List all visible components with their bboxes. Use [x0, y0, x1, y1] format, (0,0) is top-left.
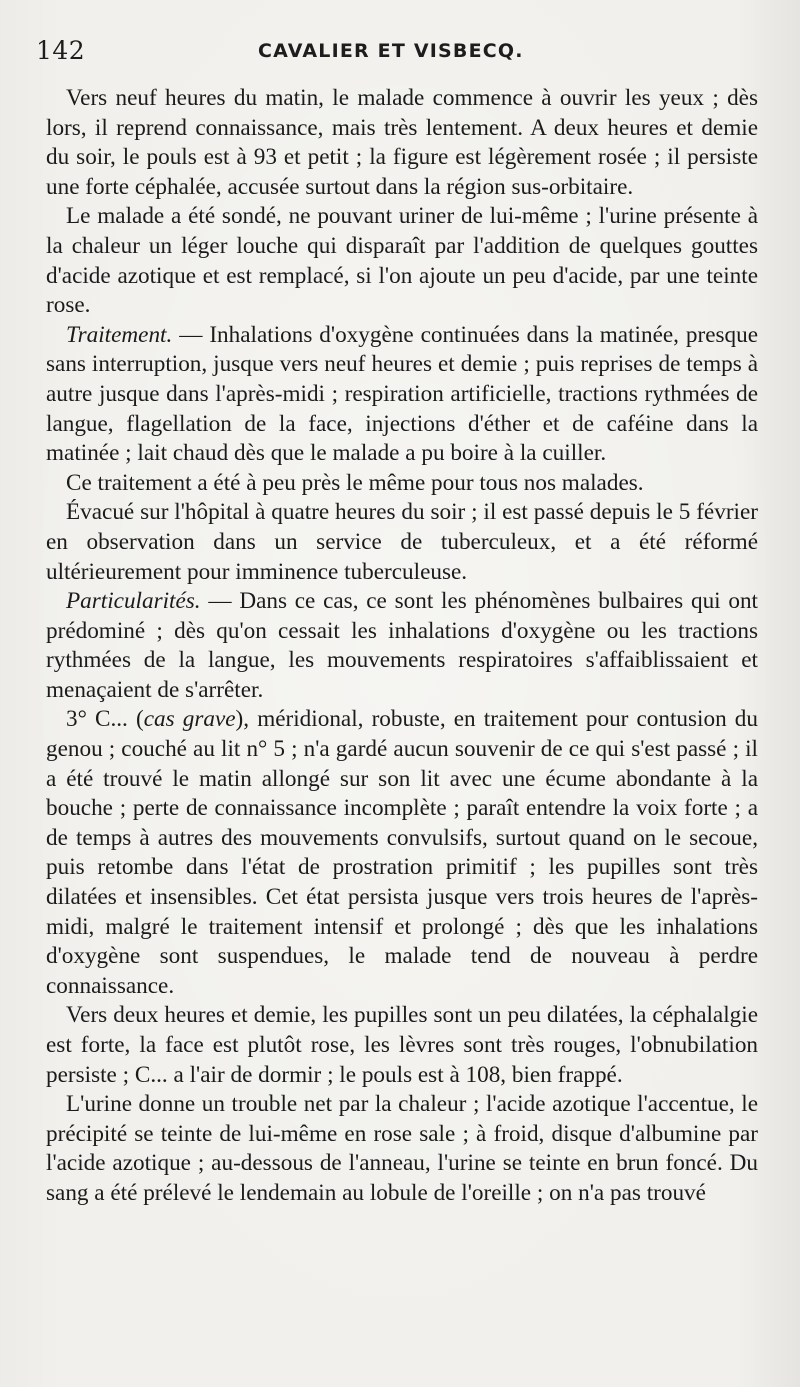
- running-head: CAVALIER ET VISBECQ.: [258, 40, 524, 62]
- paragraph-text: ), méridional, robuste, en traitement pour contusion du genou ; couché au lit n° 5 ; n'a gardé aucun souvenir de ce qui s'est passé ; il a été trouvé le matin allongé sur son lit avec une écume abondante à la bouche ; perte de connaissance incomplète ; paraît entendre la voix forte ; a de temps à autres des mouvements convulsifs, surtout quand on le secoue, puis retombe dans l'état de prostration primitif ; les pupilles sont très dilatées et insensibles. Cet état persista jusque vers trois heures de l'après-midi, malgré le traitement intensif et prolongé ; dès que les inhalations d'oxygène sont suspendues, le malade tend de nouveau à perdre connaissance.: [46, 706, 758, 999]
- paragraph-text: — Inhalations d'oxygène continuées dans la matinée, presque sans interruption, jusque vers neuf heures et demie ; puis reprises de temps à autre jusque dans l'après-midi ; respiration artificielle, tractions rythmées de langue, flagellation de la face, injections d'éther et de caféine dans la matinée ; lait chaud dès que le malade a pu boire à la cuiller.: [46, 321, 758, 467]
- paragraph-text: Ce traitement a été à peu près le même pour tous nos malades.: [66, 469, 644, 496]
- paragraph-text: Vers neuf heures du matin, le malade commence à ouvrir les yeux ; dès lors, il reprend connaissance, mais très lentement. A deux heures et demie du soir, le pouls est à 93 et petit ; la figure est légèrement rosée ; il persiste une forte céphalée, accusée surtout dans la région sus-orbitaire.: [46, 85, 758, 200]
- paragraph-traitement: [46, 321, 758, 469]
- page-header: [0, 36, 800, 76]
- page-number: 142: [36, 36, 86, 65]
- paragraph-1: [46, 84, 758, 202]
- paragraph-case-3: [46, 705, 758, 1001]
- paragraph-text: — Dans ce cas, ce sont les phénomènes bulbaires qui ont prédominé ; dès qu'on cessait les inhalations d'oxygène ou les tractions rythmées de la langue, les mouvements respiratoires s'affaiblissaient et menaçaient de s'arrêter.: [46, 588, 758, 703]
- paragraph-lead: cas grave: [143, 706, 236, 733]
- paragraph-9: [46, 1090, 758, 1208]
- paragraph-lead: Particularités.: [66, 588, 201, 615]
- paragraph-text: Vers deux heures et demie, les pupilles sont un peu dilatées, la céphalalgie est forte, la face est plutôt rose, les lèvres sont très rouges, l'obnubilation persiste ; C... a l'air de dormir ; le pouls est à 108, bien frappé.: [46, 1002, 758, 1088]
- paragraph-lead: Traitement.: [66, 321, 173, 348]
- paragraph-5: [46, 498, 758, 587]
- paragraph-2: [46, 202, 758, 320]
- body-text: [46, 84, 758, 1209]
- paragraph-prefix: 3° C... (: [66, 706, 144, 733]
- paragraph-text: Le malade a été sondé, ne pouvant uriner de lui-même ; l'urine présente à la chaleur un léger louche qui disparaît par l'addition de quelques gouttes d'acide azotique et est remplacé, si l'on ajoute un peu d'acide, par une teinte rose.: [46, 203, 758, 319]
- paragraph-4: [46, 469, 758, 499]
- paragraph-particularites: [46, 587, 758, 705]
- paragraph-text: L'urine donne un trouble net par la chaleur ; l'acide azotique l'accentue, le précipité se teinte de lui-même en rose sale ; à froid, disque d'albumine par l'acide azotique ; au-dessous de l'anneau, l'urine se teinte en brun foncé. Du sang a été prélevé le lendemain au lobule de l'oreille ; on n'a pas trouvé: [46, 1091, 758, 1206]
- paragraph-8: [46, 1001, 758, 1090]
- paragraph-text: Évacué sur l'hôpital à quatre heures du soir ; il est passé depuis le 5 février en observation dans un service de tuberculeux, et a été réformé ultérieurement pour imminence tuberculeuse.: [46, 499, 758, 585]
